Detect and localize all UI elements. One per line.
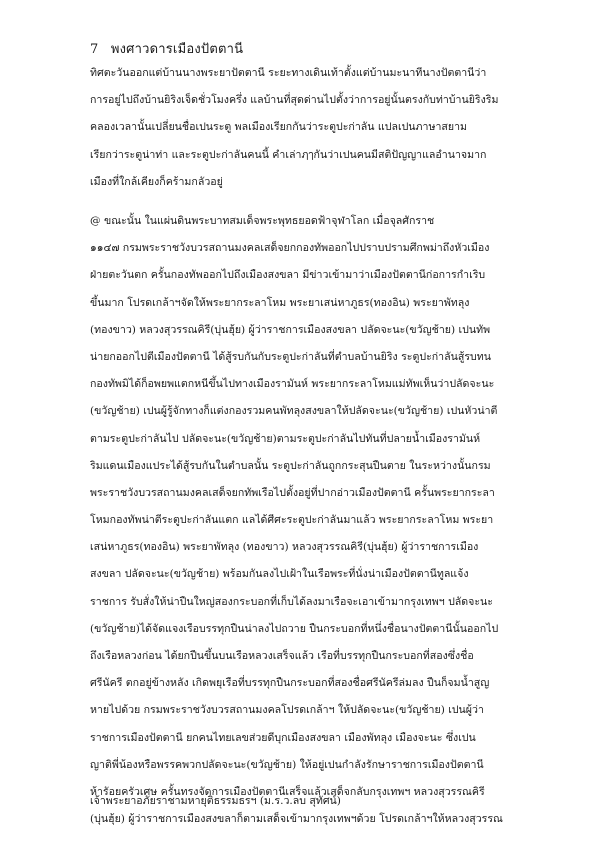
- text-line: ถึงเรือหลวงก่อน ได้ยกปืนขึ้นบนเรือหลวงเสร็จแล้ว เรือที่บรรทุกปืนกระบอกที่สองซึ่งชื่อ: [90, 650, 474, 662]
- text-line: พระราชวังบวรสถานมงคลเสด็จยกทัพเรือไปตั้งอยู่ที่ปากอ่าวเมืองปัตตานี ครั้นพระยากระลา: [90, 486, 495, 499]
- text-line: เมืองที่ใกล้เคียงก็คร้ามกลัวอยู่: [90, 175, 223, 188]
- text-line: ขึ้นมาก โปรดเกล้าฯจัดให้พระยากระลาโหม พระยาเสน่หาภูธร(ทองอิน) พระยาพัทลุง: [90, 296, 470, 309]
- text-line: (ขวัญช้าย) เปนผู้รู้จักทางก็แต่งกองรวมคนพัทลุงสงขลาให้ปลัดจะนะ(ขวัญช้าย) เปนหัวน่าตี: [90, 405, 498, 418]
- text-line: กองทัพมิได้ก็อพยพแตกหนีขึ้นไปทางเมืองรามันห์ พระยากระลาโหมแม่ทัพเห็นว่าปลัดจะนะ: [90, 378, 495, 391]
- text-line: ทิศตะวันออกแต่บ้านนางพระยาปัตตานี ระยะทางเดินเท้าตั้งแต่บ้านมะนาทีนางปัตตานีว่า: [90, 67, 487, 79]
- text-line: (ขวัญช้าย)ได้จัดแจงเรือบรรทุกปืนน่าลงไปถวาย ปืนกระบอกที่หนึ่งชื่อนางปัตตานีนั้นออกไป: [90, 622, 499, 635]
- text-line: โหมกองทัพน่าตีระตูปะก่าลันแตก แลได้ศีศะระตูปะก่าลันมาแล้ว พระยากระลาโหม พระยา: [90, 514, 494, 527]
- text-line: หายไปด้วย กรมพระราชวังบวรสถานมงคลโปรดเกล้าฯ ให้ปลัดจะนะ(ขวัญช้าย) เปนผู้ว่า: [90, 704, 484, 717]
- text-line: ริมแดนเมืองแประได้สู้รบกันในตำบลนั้น ระตูปะก่าลันถูกกระสุนปืนตาย ในระหว่างนั้นกรม: [90, 459, 491, 472]
- paragraph-2: [90, 208, 505, 833]
- text-line: เรียกว่าระตูน่าท่า และระตูปะก่าลันคนนี้ คำเล่าฦๅกันว่าเปนคนมีสติปัญญาแลอำนาจมาก: [90, 148, 487, 161]
- page-number: 7: [90, 42, 99, 57]
- text-line: ๑๑๔๗ กรมพระราชวังบวรสถานมงคลเสด็จยกกองทัพออกไปปราบปรามศึกพม่าถึงหัวเมือง: [90, 242, 490, 255]
- text-line: สงขลา ปลัดจะนะ(ขวัญช้าย) พร้อมกันลงไปเฝ้าในเรือพระที่นั่งน่าเมืองปัตตานีทูลแจ้ง: [90, 568, 469, 581]
- text-line: ห้ารัอยครัวเศษ ครั้นทรงจัดการเมืองปัตตานีเสร็จแล้วเสด็จกลับกรุงเทพฯ หลวงสุวรรณคิรี: [90, 785, 485, 798]
- page-footer: เจ้าพระยาอภัยราชามหายุติธรรมธรฯ (ม.ร.ว.ลบ สุทัศน์): [90, 795, 341, 807]
- text-line: การอยู่ไปถึงบ้านยิริงเจ็ดชั่วโมงครึ่ง แลบ้านที่สุดด่านไปตั้งว่าการอยู่นั้นตรงกับท่าบ้านยิริงริม: [90, 94, 499, 107]
- chapter-title: พงศาวดารเมืองปัตตานี: [110, 42, 244, 57]
- text-line: น่ายกออกไปตีเมืองปัตตานี ได้สู้รบกันกับระตูปะก่าลันที่ตำบลบ้านยิริง ระตูปะก่าลันสู้รบทน: [90, 350, 491, 363]
- paragraph-1: [90, 60, 505, 196]
- text-line: ญาติพี่น้องหรือพรรคพวกปลัดจะนะ(ขวัญช้าย) ให้อยู่เปนกำลังรักษาราชการเมืองปัตตานี: [90, 758, 484, 771]
- text-line: คลองเวลานั้นเปลี่ยนชื่อเปนระตู พลเมืองเรียกกันว่าระตูปะก่าลัน แปลเปนภาษาสยาม: [90, 121, 467, 134]
- text-line: ศรีนัครี ตกอยู่ข้างหลัง เกิดพยุเรือที่บรรทุกปืนกระบอกที่สองชื่อศรีนัครีล่มลง ปืนก็จมน้ำสูญ: [90, 677, 490, 690]
- text-line: ตามระตูปะก่าลันไป ปลัดจะนะ(ขวัญช้าย)ตามระตูปะก่าลันไปทันที่ปลายน้ำเมืองรามันห์: [90, 432, 481, 445]
- text-line: ราชการ รับสั่งให้น่าปืนใหญ่สองกระบอกที่เก็บได้ลงมาเรือจะเอาเข้ามากรุงเทพฯ ปลัดจะนะ: [90, 595, 493, 608]
- text-line: @ ขณะนั้น ในแผ่นดินพระบาทสมเด็จพระพุทธยอดฟ้าจุฬาโลก เมื่อจุลศักราช: [90, 215, 435, 227]
- text-line: ฝ่ายตะวันตก ครั้นกองทัพออกไปถึงเมืองสงขลา มีข่าวเข้ามาว่าเมืองปัตตานีก่อการกำเริบ: [90, 269, 486, 282]
- text-line: เสน่หาภูธร(ทองอิน) พระยาพัทลุง (ทองขาว) หลวงสุวรรณคิรี(บุ่นฮุ้ย) ผู้ว่าราชการเมือง: [90, 541, 479, 554]
- page-header: [90, 38, 243, 59]
- text-line: (บุ่นฮุ้ย) ผู้ว่าราชการเมืองสงขลาก็ตามเสด็จเข้ามากรุงเทพฯด้วย โปรดเกล้าฯให้หลวงสุวรรณ: [90, 813, 503, 826]
- text-line: ราชการเมืองปัตตานี ยกคนไทยเลขส่วยดีบุกเมืองสงขลา เมืองพัทลุง เมืองจะนะ ซึ่งเปน: [90, 731, 476, 744]
- text-line: (ทองขาว) หลวงสุวรรณคิรี(บุ่นฮุ้ย) ผู้ว่าราชการเมืองสงขลา ปลัดจะนะ(ขวัญช้าย) เปนทัพ: [90, 323, 491, 336]
